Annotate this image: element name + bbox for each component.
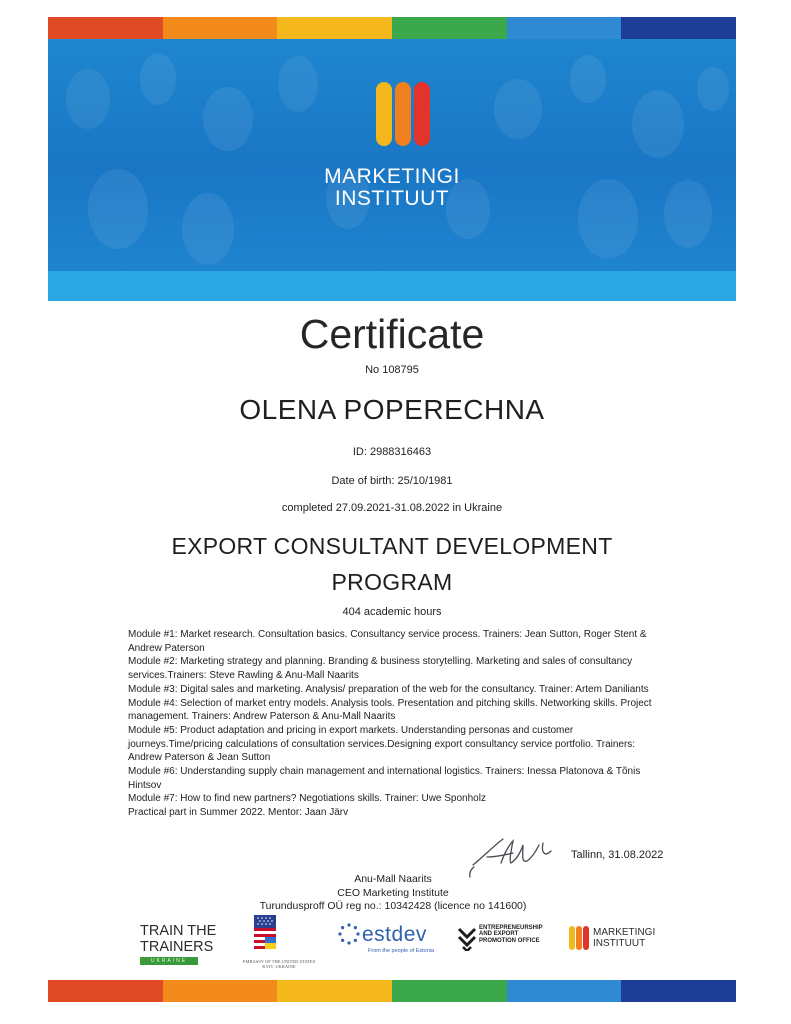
academic-hours: 404 academic hours	[342, 606, 442, 618]
stripe-segment	[392, 980, 507, 1002]
header-banner	[48, 39, 736, 271]
marketingi-instituut-small-logo	[569, 926, 656, 955]
train-the-trainers-logo	[140, 923, 216, 965]
partner-logos	[0, 913, 791, 973]
logo-bar	[414, 82, 430, 146]
stripe-segment	[163, 980, 278, 1002]
banner-logo-line2: INSTITUUT	[334, 187, 450, 210]
stripe-segment	[621, 17, 736, 39]
stripe-segment	[48, 17, 163, 39]
estdev-logo	[338, 923, 435, 954]
stripe-segment	[507, 17, 622, 39]
stripe-segment	[621, 980, 736, 1002]
stripe-segment	[507, 980, 622, 1002]
signer-title: CEO Marketing Institute	[337, 886, 449, 899]
train-the-trainers-line2: TRAINERS	[140, 939, 214, 955]
us-ukraine-flags-icon	[240, 914, 318, 954]
module-item: Module #3: Digital sales and marketing. Analysis/ preparation of the web for the consultancy. Trainer: Artem Daniliants	[128, 683, 649, 695]
logo-bar	[576, 926, 582, 950]
module-item: Practical part in Summer 2022. Mentor: Jaan Järv	[128, 807, 349, 819]
registration-number: Turundusproff OÜ reg no.: 10342428 (licence no 141600)	[259, 900, 527, 912]
logo-bar	[583, 926, 589, 950]
us-embassy-logo	[240, 914, 318, 969]
logo-bar	[395, 82, 411, 146]
module-item: Module #6: Understanding supply chain management and international logistics. Trainers: Inessa Platonova & Tõnis Hintsov	[128, 766, 641, 791]
marketingi-small-name	[593, 928, 655, 949]
eepo-line3: PROMOTION OFFICE	[479, 937, 540, 944]
estdev-tagline: From the people of Estonia	[368, 948, 435, 954]
stripe-segment	[48, 980, 163, 1002]
module-item: Module #7: How to find new partners? Negotiations skills. Trainer: Uwe Sponholz	[128, 793, 486, 805]
module-item: Module #4: Selection of market entry models. Analysis tools. Presentation and pitching skills. Networking skills. Project management. Trainers: Andrew Paterson & Anu-Mall Naarits	[128, 697, 652, 723]
logo-bar	[376, 82, 392, 146]
eepo-line1: ENTREPRENEURSHIP	[479, 925, 543, 931]
embassy-caption-line2: KYIV, UKRAINE	[262, 964, 296, 969]
marketingi-instituut-logo-icon	[375, 82, 431, 146]
stripe-segment	[163, 17, 278, 39]
signer-name: Anu-Mall Naarits	[354, 873, 432, 885]
eepo-logo	[457, 925, 543, 956]
program-title-line2: PROGRAM	[331, 569, 453, 595]
certificate-number: No 108795	[365, 364, 419, 376]
banner-light-band	[48, 271, 736, 301]
module-item: Module #2: Marketing strategy and planning. Branding & business storytelling. Marketing and sales of consultancy services.Trainers: Steve Rawling & Anu-Mall Naarits	[128, 656, 633, 682]
logo-bar	[569, 926, 575, 950]
bottom-color-stripe	[48, 980, 736, 1002]
module-item: Module #5: Product adaptation and pricing in export markets. Understanding personas and customer journeys.Time/pricing calculations of consultation services.Designing export consultancy service portfolio. Trainers: Andrew Paterson & Jean Sutton	[128, 724, 636, 764]
banner-logo-line1: MARKETINGI	[324, 165, 460, 188]
certificate-title: Certificate	[299, 311, 485, 357]
stripe-segment	[277, 17, 392, 39]
marketingi-bars-icon	[569, 926, 589, 950]
embassy-caption	[240, 959, 318, 969]
place-and-date: Tallinn, 31.08.2022	[571, 849, 664, 861]
estdev-ring-icon	[338, 923, 360, 945]
module-item: Module #1: Market research. Consultation basics. Consultancy service process. Trainers: Jean Sutton, Roger Stent & Andrew Paterson	[128, 629, 647, 654]
mi-small-line1: MARKETINGI	[593, 927, 656, 938]
eepo-name	[479, 925, 543, 944]
module-list	[128, 628, 668, 820]
train-the-trainers-country: UKRAINE	[140, 957, 198, 965]
stripe-segment	[392, 17, 507, 39]
recipient-name: OLENA POPERECHNA	[239, 394, 545, 425]
crowd-photo-texture	[48, 39, 736, 271]
top-color-stripe	[48, 17, 736, 39]
estdev-name: estdev	[362, 923, 427, 946]
mi-small-line2: INSTITUUT	[593, 937, 646, 949]
train-the-trainers-line1: TRAIN THE	[140, 923, 217, 939]
completion-period: completed 27.09.2021-31.08.2022 in Ukraine	[281, 502, 503, 514]
eepo-line2: AND EXPORT	[479, 931, 519, 938]
stripe-segment	[277, 980, 392, 1002]
signer-block	[248, 873, 538, 914]
eepo-chevrons-icon	[457, 925, 477, 951]
date-of-birth: Date of birth: 25/10/1981	[331, 475, 453, 487]
embassy-caption-line1: EMBASSY OF THE UNITED STATES	[242, 959, 316, 964]
recipient-id: ID: 2988316463	[352, 446, 432, 458]
program-title-line1: EXPORT CONSULTANT DEVELOPMENT	[171, 533, 613, 559]
